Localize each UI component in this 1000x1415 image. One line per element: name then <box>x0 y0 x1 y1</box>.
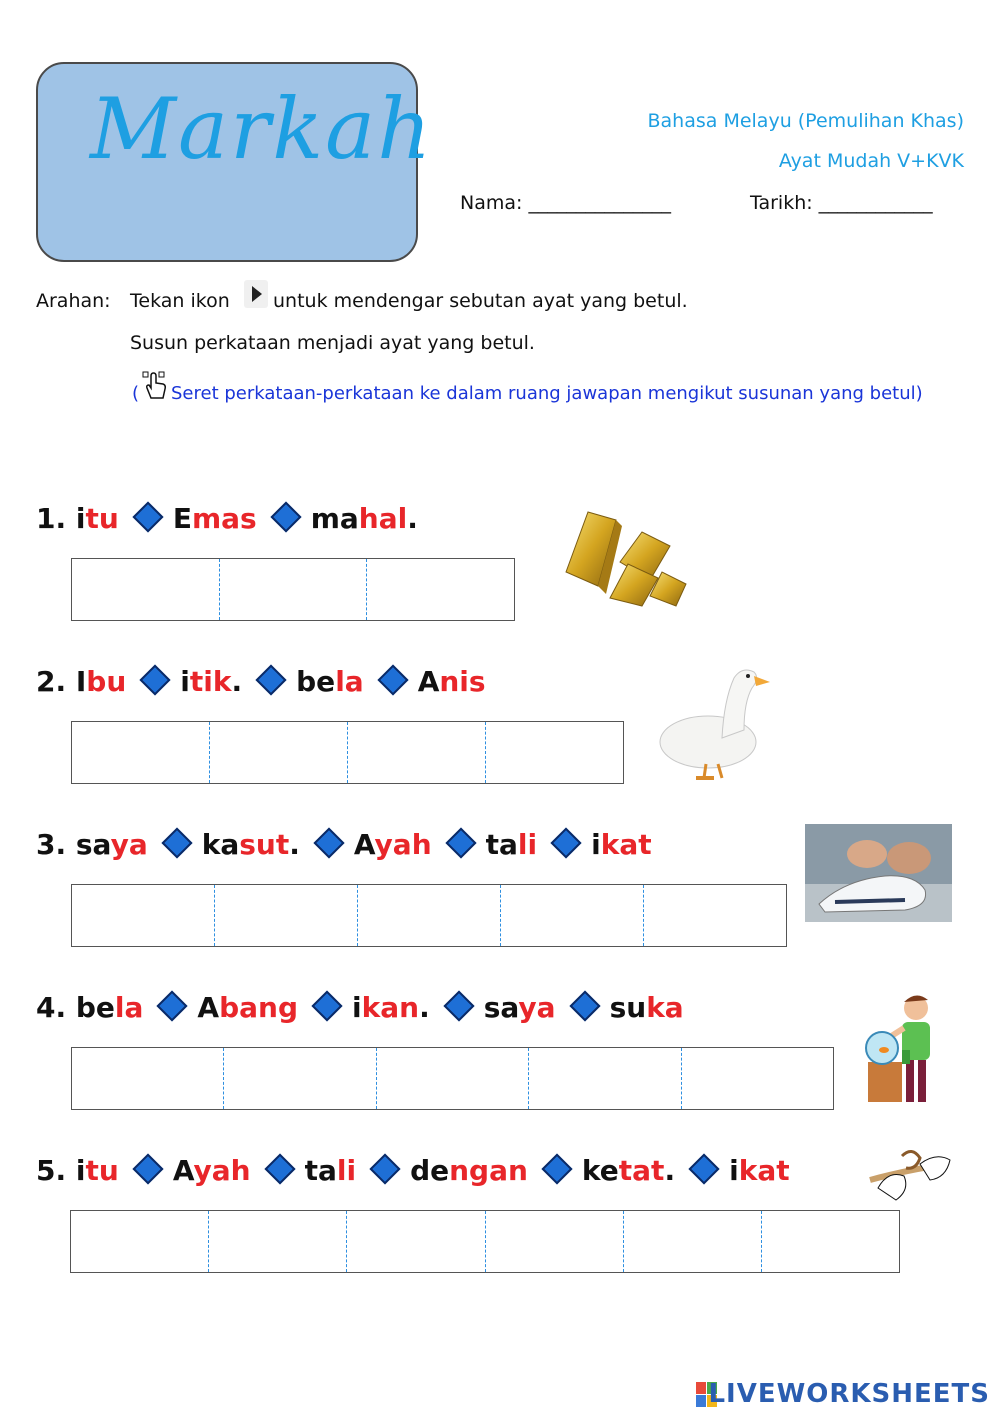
diamond-separator-icon <box>270 501 301 532</box>
answer-slot[interactable] <box>210 722 348 783</box>
answer-slot[interactable] <box>72 559 220 620</box>
answer-slot[interactable] <box>348 722 486 783</box>
draggable-word[interactable]: dengan <box>410 1154 528 1187</box>
man-feeding-fish-image <box>858 990 950 1112</box>
answer-box-1[interactable] <box>71 558 515 621</box>
score-label: Markah <box>90 80 434 178</box>
answer-box-5[interactable] <box>70 1210 900 1273</box>
date-field: Tarikh: ____________ <box>750 192 933 214</box>
answer-box-4[interactable] <box>71 1047 834 1110</box>
draggable-word[interactable]: Abang <box>197 991 299 1024</box>
draggable-word[interactable]: saya <box>75 828 148 861</box>
name-field: Nama: _______________ <box>460 192 671 214</box>
question-1 <box>36 502 418 535</box>
draggable-word[interactable]: suka <box>609 991 684 1024</box>
draggable-word[interactable]: bela <box>296 665 364 698</box>
instructions-label: Arahan: <box>36 290 111 312</box>
instruction-line-1-post: untuk mendengar sebutan ayat yang betul. <box>273 290 688 312</box>
answer-slot[interactable] <box>377 1048 529 1109</box>
draggable-word[interactable]: ikat <box>591 828 652 861</box>
draggable-word[interactable]: tali <box>304 1154 357 1187</box>
subject-title: Bahasa Melayu (Pemulihan Khas) <box>647 110 964 132</box>
answer-slot[interactable] <box>347 1211 485 1272</box>
diamond-separator-icon <box>157 990 188 1021</box>
diamond-separator-icon <box>443 990 474 1021</box>
draggable-word[interactable]: itu <box>75 1154 119 1187</box>
draggable-word[interactable]: bela <box>75 991 144 1024</box>
answer-slot[interactable] <box>486 722 623 783</box>
diamond-separator-icon <box>313 827 344 858</box>
draggable-word[interactable]: tali <box>485 828 538 861</box>
diamond-separator-icon <box>140 664 171 695</box>
question-5 <box>36 1154 790 1187</box>
answer-box-2[interactable] <box>71 721 624 784</box>
answer-slot[interactable] <box>486 1211 624 1272</box>
instruction-line-2: Susun perkataan menjadi ayat yang betul. <box>130 332 535 354</box>
draggable-word[interactable]: Anis <box>417 665 486 698</box>
draggable-word[interactable]: itik. <box>180 665 243 698</box>
drag-hand-icon <box>141 370 169 404</box>
topic-title: Ayat Mudah V+KVK <box>778 150 964 172</box>
gold-bars-image <box>558 502 690 612</box>
answer-slot[interactable] <box>367 559 514 620</box>
answer-slot[interactable] <box>215 885 358 946</box>
draggable-word[interactable]: Ibu <box>75 665 127 698</box>
question-number: 2. <box>36 665 76 698</box>
draggable-word[interactable]: Emas <box>172 502 257 535</box>
question-number: 5. <box>36 1154 76 1187</box>
answer-slot[interactable] <box>224 1048 376 1109</box>
draggable-word[interactable]: saya <box>483 991 556 1024</box>
answer-slot[interactable] <box>209 1211 347 1272</box>
diamond-separator-icon <box>132 501 163 532</box>
answer-slot[interactable] <box>624 1211 762 1272</box>
footer-brand: LIVEWORKSHEETS <box>708 1379 990 1409</box>
answer-slot[interactable] <box>644 885 786 946</box>
draggable-word[interactable]: mahal. <box>310 502 418 535</box>
diamond-separator-icon <box>541 1153 572 1184</box>
diamond-separator-icon <box>256 664 287 695</box>
draggable-word[interactable]: ketat. <box>581 1154 676 1187</box>
diamond-separator-icon <box>551 827 582 858</box>
question-number: 4. <box>36 991 76 1024</box>
diamond-separator-icon <box>569 990 600 1021</box>
draggable-word[interactable]: ikan. <box>352 991 430 1024</box>
question-2 <box>36 665 486 698</box>
duck-image <box>652 660 772 784</box>
diamond-separator-icon <box>264 1153 295 1184</box>
diamond-separator-icon <box>161 827 192 858</box>
answer-slot[interactable] <box>358 885 501 946</box>
draggable-word[interactable]: itu <box>75 502 119 535</box>
diamond-separator-icon <box>689 1153 720 1184</box>
answer-slot[interactable] <box>72 885 215 946</box>
answer-slot[interactable] <box>682 1048 833 1109</box>
draggable-word[interactable]: Ayah <box>353 828 432 861</box>
diamond-separator-icon <box>132 1153 163 1184</box>
answer-slot[interactable] <box>529 1048 681 1109</box>
question-number: 1. <box>36 502 76 535</box>
diamond-separator-icon <box>370 1153 401 1184</box>
answer-slot[interactable] <box>71 1211 209 1272</box>
answer-slot[interactable] <box>72 1048 224 1109</box>
diamond-separator-icon <box>445 827 476 858</box>
instruction-paren: ( <box>132 383 140 404</box>
answer-slot[interactable] <box>220 559 368 620</box>
diamond-separator-icon <box>377 664 408 695</box>
answer-slot[interactable] <box>501 885 644 946</box>
question-3 <box>36 828 652 861</box>
question-number: 3. <box>36 828 76 861</box>
play-icon <box>244 280 268 308</box>
question-4 <box>36 991 684 1024</box>
tying-rope-image <box>866 1140 952 1206</box>
draggable-word[interactable]: kasut. <box>201 828 300 861</box>
diamond-separator-icon <box>311 990 342 1021</box>
draggable-word[interactable]: ikat <box>729 1154 790 1187</box>
instruction-line-3: Seret perkataan-perkataan ke dalam ruang jawapan mengikut susunan yang betul) <box>171 383 923 404</box>
answer-slot[interactable] <box>72 722 210 783</box>
answer-box-3[interactable] <box>71 884 787 947</box>
play-audio-button[interactable] <box>244 280 268 308</box>
answer-slot[interactable] <box>762 1211 899 1272</box>
draggable-word[interactable]: Ayah <box>172 1154 251 1187</box>
tying-shoe-image <box>805 824 952 922</box>
instruction-line-1-pre: Tekan ikon <box>130 290 230 312</box>
